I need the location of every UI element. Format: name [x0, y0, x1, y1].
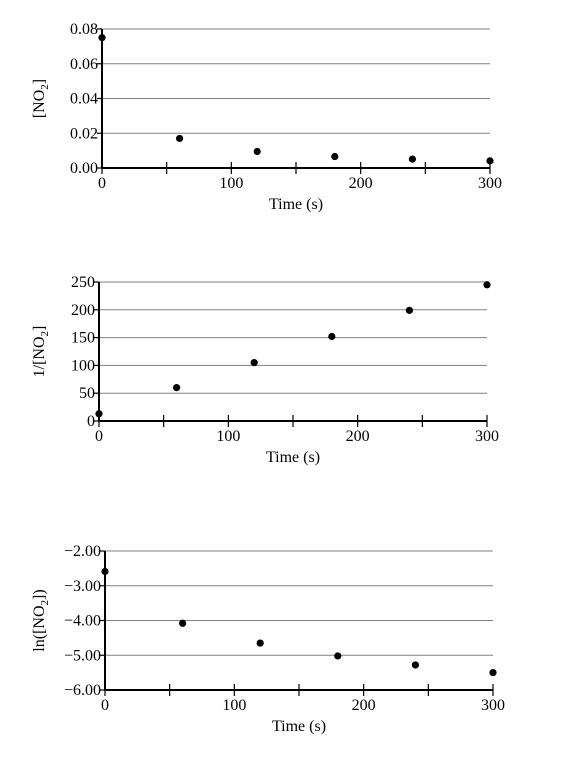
- x-tick-label: 100: [222, 697, 247, 714]
- data-point: [173, 384, 180, 391]
- data-point: [251, 359, 258, 366]
- data-point: [95, 410, 102, 417]
- data-point: [412, 661, 419, 668]
- y-tick-label: 50: [79, 385, 95, 403]
- y-tick-label: −2.00: [63, 543, 101, 560]
- x-tick-label: 0: [95, 428, 103, 445]
- data-point: [98, 34, 105, 41]
- data-point: [483, 281, 490, 288]
- y-tick-label: 0: [87, 413, 95, 430]
- data-point: [486, 157, 493, 164]
- y-tick-label: 0.08: [70, 21, 98, 38]
- x-tick-label: 200: [345, 428, 370, 445]
- y-tick-label: −3.00: [63, 577, 101, 595]
- x-tick-label: 100: [216, 428, 241, 445]
- y-axis-title: $1/[NO_2]$: [31, 325, 51, 378]
- data-point: [101, 568, 108, 575]
- y-tick-label: 0.02: [70, 125, 98, 143]
- data-point: [257, 639, 264, 646]
- x-tick-label: 200: [348, 175, 373, 192]
- data-point: [179, 620, 186, 627]
- data-point: [331, 153, 338, 160]
- chart-2: [31, 274, 499, 466]
- y-tick-label: −6.00: [63, 682, 101, 699]
- data-point: [254, 148, 261, 155]
- x-tick-label: 0: [101, 697, 109, 714]
- y-axis-title: $\ln([NO_2])$: [31, 589, 51, 652]
- x-tick-label: 200: [351, 697, 376, 714]
- data-point: [328, 333, 335, 340]
- x-tick-label: 100: [219, 175, 244, 192]
- data-point: [406, 307, 413, 314]
- y-tick-label: 250: [71, 274, 95, 291]
- y-tick-label: 150: [71, 329, 95, 347]
- y-tick-label: −5.00: [63, 647, 101, 665]
- data-point: [489, 669, 496, 676]
- y-tick-label: −4.00: [63, 612, 101, 630]
- x-axis-title: Time (s): [265, 449, 321, 466]
- chart-3: [31, 543, 505, 735]
- x-axis-title: Time (s): [268, 196, 324, 213]
- chart-1: [31, 21, 502, 213]
- y-tick-label: 200: [71, 301, 95, 319]
- y-tick-label: 100: [71, 357, 95, 375]
- x-tick-label: 300: [475, 428, 499, 445]
- x-tick-label: 300: [481, 697, 505, 714]
- x-tick-label: 0: [98, 175, 106, 192]
- y-tick-label: 0.04: [70, 90, 98, 108]
- y-tick-label: 0.00: [70, 160, 98, 177]
- data-point: [176, 135, 183, 142]
- data-point: [334, 652, 341, 659]
- y-tick-label: 0.06: [70, 55, 98, 73]
- x-tick-label: 300: [478, 175, 502, 192]
- data-point: [409, 156, 416, 163]
- y-axis-title: $[NO_2]$: [31, 78, 51, 119]
- x-axis-title: Time (s): [271, 718, 327, 735]
